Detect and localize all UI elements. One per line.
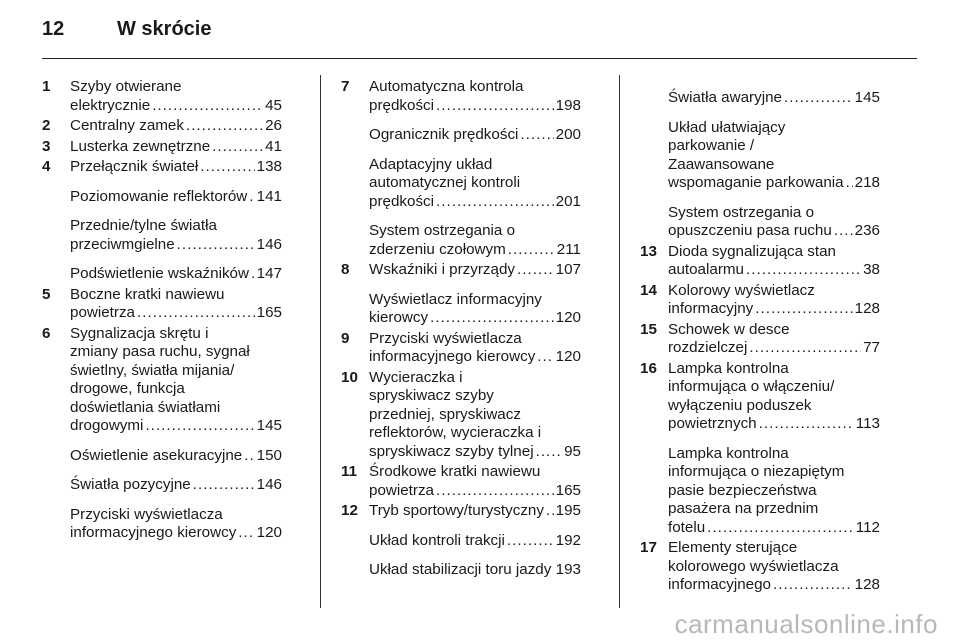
toc-entry xyxy=(341,222,581,259)
entry-leader-line xyxy=(369,241,581,260)
entry-text xyxy=(341,561,581,580)
entry-text xyxy=(42,265,282,284)
page-reference: 128 xyxy=(854,300,880,317)
dot-leader xyxy=(238,524,254,543)
entry-title: Światła awaryjne xyxy=(668,89,782,106)
toc-entry xyxy=(640,539,880,595)
page-reference: 165 xyxy=(256,304,282,321)
entry-number: 11 xyxy=(341,463,358,480)
entry-line: Zaawansowane xyxy=(668,155,775,173)
entry-line: pasażera na przednim xyxy=(668,500,819,517)
dot-leader xyxy=(773,576,853,595)
entry-leader-line xyxy=(70,158,282,177)
entry-text xyxy=(341,126,581,145)
entry-number: 8 xyxy=(341,261,350,278)
entry-line: drogowe, funkcja xyxy=(70,380,185,397)
entry-text xyxy=(640,119,880,193)
entry-text xyxy=(341,78,581,115)
page-reference: 218 xyxy=(854,174,880,191)
entry-leader-line xyxy=(70,524,282,543)
entry-leader-line xyxy=(668,261,880,280)
entry-leader-line xyxy=(668,415,880,434)
toc-entry xyxy=(341,463,581,500)
entry-title: kierowcy xyxy=(369,309,429,326)
entry-leader-line xyxy=(369,261,581,280)
page-reference: 41 xyxy=(265,137,282,155)
entry-text xyxy=(341,261,581,280)
toc-entry xyxy=(341,330,581,367)
entry-text xyxy=(341,502,581,521)
entry-text xyxy=(42,506,282,543)
page-number: 12 xyxy=(42,18,65,40)
entry-text xyxy=(42,158,282,177)
entry-leader-line xyxy=(369,309,581,328)
dot-leader xyxy=(755,300,852,319)
dot-leader xyxy=(834,222,853,241)
entry-line: zmiany pasa ruchu, sygnał xyxy=(70,343,250,360)
entry-number: 4 xyxy=(42,158,51,175)
entry-title: informacyjnego xyxy=(668,576,771,593)
dot-leader xyxy=(251,265,255,284)
toc-entry xyxy=(640,119,880,193)
page-reference: 145 xyxy=(256,417,282,434)
entry-text xyxy=(42,188,282,207)
entry-title: Centralny zamek xyxy=(70,117,184,134)
page-reference: 147 xyxy=(256,265,282,282)
toc-entry xyxy=(42,476,282,495)
entry-leader-line xyxy=(369,126,581,145)
entry-leader-line xyxy=(369,561,581,580)
dot-leader xyxy=(746,261,861,280)
entry-title: prędkości xyxy=(369,192,434,210)
entry-text xyxy=(640,360,880,434)
page-reference: 128 xyxy=(854,576,880,593)
page-reference: 113 xyxy=(855,415,880,432)
entry-number: 17 xyxy=(640,539,657,556)
entry-number: 3 xyxy=(42,137,51,155)
entry-text xyxy=(640,445,880,538)
entry-leader-line xyxy=(70,138,282,157)
entry-leader-line xyxy=(369,532,581,551)
entry-line: System ostrzegania o xyxy=(668,203,815,221)
entry-title: przeciwmgielne xyxy=(70,235,175,253)
page-reference: 107 xyxy=(555,261,581,278)
page-title: W skrócie xyxy=(117,18,212,40)
entry-number: 1 xyxy=(42,78,51,95)
entry-title: Tryb sportowy/turystyczny xyxy=(369,502,544,519)
toc-entry xyxy=(341,78,581,115)
entry-line: doświetlania światłami xyxy=(70,398,221,416)
dot-leader xyxy=(436,193,554,212)
entry-line: Przyciski wyświetlacza xyxy=(70,505,223,523)
toc-entry xyxy=(341,291,581,328)
entry-text xyxy=(341,369,581,462)
toc-entry xyxy=(640,360,880,434)
entry-number: 7 xyxy=(341,78,350,95)
column-divider xyxy=(619,75,620,608)
header-rule xyxy=(42,58,917,59)
dot-leader xyxy=(430,309,554,328)
column-divider xyxy=(320,75,321,608)
entry-title: prędkości xyxy=(369,96,434,114)
entry-line: informująca o włączeniu/ xyxy=(668,378,835,395)
entry-line: reflektorów, wycieraczka i xyxy=(369,424,542,441)
entry-line: Automatyczna kontrola xyxy=(369,78,524,95)
entry-line: parkowanie / xyxy=(668,137,755,154)
entry-text xyxy=(42,325,282,436)
toc-column-2 xyxy=(341,78,581,582)
entry-title: opuszczeniu pasa ruchu xyxy=(668,222,832,239)
entry-title: powietrza xyxy=(369,481,434,499)
entry-line: Układ ułatwiający xyxy=(668,118,786,136)
entry-title: Układ stabilizacji toru jazdy xyxy=(369,561,552,578)
entry-title: elektrycznie xyxy=(70,96,151,114)
page-reference: 201 xyxy=(555,192,581,210)
dot-leader xyxy=(212,138,263,157)
page-reference: 200 xyxy=(555,126,581,143)
toc-entry xyxy=(341,156,581,212)
toc-entry xyxy=(341,561,581,580)
entry-line: spryskiwacz szyby xyxy=(369,387,494,404)
entry-leader-line xyxy=(369,482,581,501)
entry-text xyxy=(42,447,282,466)
entry-line: Sygnalizacja skrętu i xyxy=(70,324,209,342)
page-reference: 120 xyxy=(555,348,581,365)
entry-leader-line xyxy=(668,519,880,538)
entry-leader-line xyxy=(70,97,282,116)
entry-text xyxy=(341,463,581,500)
toc-entry xyxy=(42,117,282,136)
dot-leader xyxy=(707,519,854,538)
dot-leader xyxy=(784,89,853,108)
dot-leader xyxy=(152,97,263,116)
watermark: carmanualsonline.info xyxy=(674,609,938,639)
entry-text xyxy=(640,539,880,595)
entry-line: Przednie/tylne światła xyxy=(70,217,217,234)
entry-text xyxy=(341,222,581,259)
dot-leader xyxy=(177,236,255,255)
page-reference: 236 xyxy=(854,222,880,239)
page-reference: 145 xyxy=(854,89,880,106)
entry-text xyxy=(640,243,880,280)
dot-leader xyxy=(749,339,861,358)
entry-number: 10 xyxy=(341,368,358,386)
toc-entry xyxy=(341,502,581,521)
entry-text xyxy=(42,117,282,136)
entry-title: powietrznych xyxy=(668,415,757,432)
dot-leader xyxy=(537,348,553,367)
entry-title: Przełącznik świateł xyxy=(70,158,199,175)
dot-leader xyxy=(186,117,263,136)
entry-text xyxy=(640,89,880,108)
page-reference: 198 xyxy=(555,96,581,114)
dot-leader xyxy=(145,417,254,436)
entry-leader-line xyxy=(369,348,581,367)
toc-entry xyxy=(640,89,880,108)
dot-leader xyxy=(536,443,563,462)
entry-text xyxy=(640,321,880,358)
entry-line: świetlny, światła mijania/ xyxy=(70,361,235,379)
entry-title: informacyjny xyxy=(668,300,754,317)
dot-leader xyxy=(846,174,853,193)
page-reference: 150 xyxy=(256,446,282,464)
entry-title: powietrza xyxy=(70,304,135,321)
entry-title: Ogranicznik prędkości xyxy=(369,126,519,143)
entry-line: Dioda sygnalizująca stan xyxy=(668,242,837,260)
page-reference: 45 xyxy=(265,96,282,114)
entry-leader-line xyxy=(668,222,880,241)
page-reference: 141 xyxy=(256,187,282,205)
entry-line: przedniej, spryskiwacz xyxy=(369,405,521,423)
dot-leader xyxy=(436,97,554,116)
dot-leader xyxy=(508,241,555,260)
entry-text xyxy=(42,78,282,115)
page-reference: 120 xyxy=(555,309,581,326)
entry-text xyxy=(42,217,282,254)
entry-leader-line xyxy=(369,193,581,212)
entry-text xyxy=(42,476,282,495)
toc-entry xyxy=(42,78,282,115)
entry-title: drogowymi xyxy=(70,417,144,434)
entry-text xyxy=(640,282,880,319)
entry-title: wspomaganie parkowania xyxy=(668,174,844,191)
entry-leader-line xyxy=(668,300,880,319)
entry-title: Wskaźniki i przyrządy xyxy=(369,261,515,278)
toc-entry xyxy=(42,447,282,466)
dot-leader xyxy=(137,304,255,323)
entry-line: informująca o niezapiętym xyxy=(668,463,845,480)
entry-line: System ostrzegania o xyxy=(369,222,516,239)
entry-title: rozdzielczej xyxy=(668,339,748,356)
entry-number: 6 xyxy=(42,324,51,342)
toc-entry xyxy=(640,243,880,280)
entry-line: Przyciski wyświetlacza xyxy=(369,329,522,347)
entry-leader-line xyxy=(668,174,880,193)
entry-line: Adaptacyjny układ xyxy=(369,155,493,173)
entry-line: Lampka kontrolna xyxy=(668,359,789,377)
toc-entry xyxy=(640,445,880,538)
entry-title: spryskiwacz szyby tylnej xyxy=(369,442,534,460)
page-reference: 211 xyxy=(556,240,581,258)
toc-entry xyxy=(640,204,880,241)
dot-leader xyxy=(517,261,554,280)
page-reference: 38 xyxy=(863,261,880,278)
dot-leader xyxy=(249,188,254,207)
toc-entry xyxy=(42,217,282,254)
entry-leader-line xyxy=(70,447,282,466)
entry-leader-line xyxy=(369,443,581,462)
entry-title: Poziomowanie reflektorów xyxy=(70,187,248,205)
dot-leader xyxy=(759,415,854,434)
entry-line: Lampka kontrolna xyxy=(668,444,789,462)
page-reference: 165 xyxy=(555,481,581,499)
dot-leader xyxy=(244,447,254,466)
toc-column-1 xyxy=(42,78,282,545)
entry-line: pasie bezpieczeństwa xyxy=(668,481,817,499)
entry-title: zderzeniu czołowym xyxy=(369,240,506,258)
page-reference: 138 xyxy=(256,158,282,175)
entry-leader-line xyxy=(369,502,581,521)
page-reference: 26 xyxy=(265,117,282,134)
toc-entry xyxy=(42,158,282,177)
entry-leader-line xyxy=(70,417,282,436)
toc-entry xyxy=(42,286,282,323)
toc-entry xyxy=(341,369,581,462)
page-reference: 77 xyxy=(863,339,880,356)
entry-number: 5 xyxy=(42,285,51,303)
entry-title: fotelu xyxy=(668,518,706,536)
entry-line: Kolorowy wyświetlacz xyxy=(668,281,815,299)
entry-line: Boczne kratki nawiewu xyxy=(70,285,225,303)
toc-column-3 xyxy=(640,78,880,597)
entry-leader-line xyxy=(70,476,282,495)
dot-leader xyxy=(520,126,553,145)
entry-leader-line xyxy=(70,188,282,207)
dot-leader xyxy=(507,532,554,551)
page-reference: 112 xyxy=(855,518,880,536)
dot-leader xyxy=(193,476,255,495)
page-reference: 195 xyxy=(555,502,581,519)
page-reference: 146 xyxy=(256,235,282,253)
dot-leader xyxy=(436,482,554,501)
entry-leader-line xyxy=(70,304,282,323)
entry-line: Wycieraczka i xyxy=(369,368,463,386)
entry-number: 12 xyxy=(341,502,358,519)
page-reference: 95 xyxy=(564,442,581,460)
entry-title: informacyjnego kierowcy xyxy=(369,348,536,365)
entry-leader-line xyxy=(668,89,880,108)
entry-text xyxy=(341,532,581,551)
page-reference: 193 xyxy=(555,561,581,578)
entry-line: Elementy sterujące xyxy=(668,539,798,556)
toc-entry xyxy=(42,188,282,207)
entry-line: Szyby otwierane xyxy=(70,78,182,95)
entry-text xyxy=(341,330,581,367)
dot-leader xyxy=(200,158,254,177)
page-reference: 146 xyxy=(256,476,282,493)
entry-number: 2 xyxy=(42,117,51,134)
page-reference: 120 xyxy=(256,524,282,541)
entry-line: automatycznej kontroli xyxy=(369,174,521,191)
entry-leader-line xyxy=(70,236,282,255)
entry-leader-line xyxy=(70,117,282,136)
entry-text xyxy=(341,291,581,328)
entry-text xyxy=(640,204,880,241)
entry-number: 14 xyxy=(640,281,657,299)
toc-entry xyxy=(640,321,880,358)
entry-text xyxy=(42,138,282,157)
entry-text xyxy=(341,156,581,212)
entry-title: autoalarmu xyxy=(668,261,744,278)
entry-leader-line xyxy=(369,97,581,116)
toc-entry xyxy=(42,138,282,157)
entry-line: Środkowe kratki nawiewu xyxy=(369,463,541,480)
entry-number: 13 xyxy=(640,242,657,260)
entry-title: Podświetlenie wskaźników xyxy=(70,265,249,282)
entry-text xyxy=(42,286,282,323)
entry-title: Układ kontroli trakcji xyxy=(369,531,505,549)
toc-entry xyxy=(341,261,581,280)
toc-entry xyxy=(42,506,282,543)
entry-leader-line xyxy=(668,576,880,595)
entry-number: 15 xyxy=(640,320,657,338)
dot-leader xyxy=(546,502,554,521)
entry-number: 9 xyxy=(341,329,350,347)
toc-entry xyxy=(42,325,282,436)
page-reference: 192 xyxy=(555,531,581,549)
entry-title: Lusterka zewnętrzne xyxy=(70,137,211,155)
entry-title: Oświetlenie asekuracyjne xyxy=(70,446,243,464)
toc-entry xyxy=(341,532,581,551)
entry-line: wyłączeniu poduszek xyxy=(668,396,812,414)
entry-title: Światła pozycyjne xyxy=(70,476,191,493)
entry-title: informacyjnego kierowcy xyxy=(70,524,237,541)
entry-line: kolorowego wyświetlacza xyxy=(668,557,839,575)
entry-line: Wyświetlacz informacyjny xyxy=(369,290,542,308)
toc-entry xyxy=(640,282,880,319)
toc-entry xyxy=(42,265,282,284)
entry-leader-line xyxy=(70,265,282,284)
entry-number: 16 xyxy=(640,359,657,377)
entry-line: Schowek w desce xyxy=(668,320,790,338)
entry-leader-line xyxy=(668,339,880,358)
toc-entry xyxy=(341,126,581,145)
